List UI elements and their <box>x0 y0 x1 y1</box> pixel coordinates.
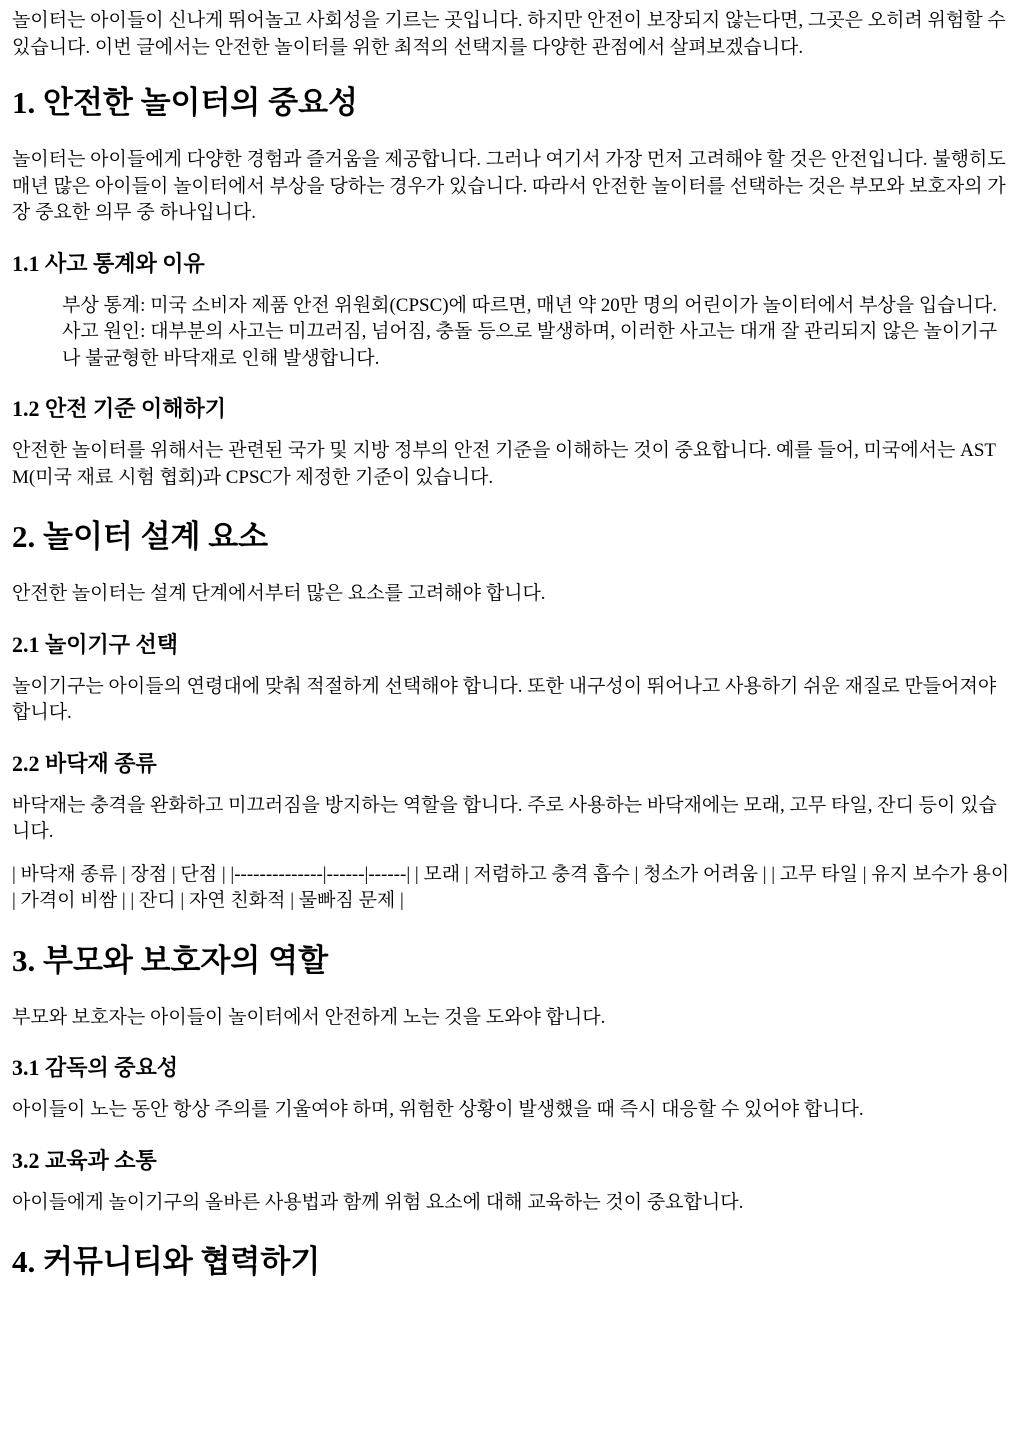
subsection-3-2-body: 아이들에게 놀이기구의 올바른 사용법과 함께 위험 요소에 대해 교육하는 것이 중요합니다. <box>12 1191 744 1213</box>
section-heading-4: 4. 커뮤니티와 협력하기 <box>12 1244 321 1279</box>
section-heading-1: 1. 안전한 놀이터의 중요성 <box>12 85 358 120</box>
section-1-body: 놀이터는 아이들에게 다양한 경험과 즐거움을 제공합니다. 그러나 여기서 가장 먼저 고려해야 할 것은 안전입니다. 불행히도 매년 많은 아이들이 놀이터에서 부상을 당하는 경우가 있습니다. 따라서 안전한 놀이터를 선택하는 것은 부모와 보호자의 가장 중요한 의무 중 하나입니다. <box>12 149 1006 223</box>
subsection-heading-1-1: 1.1 사고 통계와 이유 <box>12 250 205 276</box>
subsection-1-2-body: 안전한 놀이터를 위해서는 관련된 국가 및 지방 정부의 안전 기준을 이해하는 것이 중요합니다. 예를 들어, 미국에서는 ASTM(미국 재료 시험 협회)과 CPSC가 제정한 기준이 있습니다. <box>12 440 997 488</box>
subsection-heading-2-1: 2.1 놀이기구 선택 <box>12 631 179 657</box>
subsection-heading-1-2: 1.2 안전 기준 이해하기 <box>12 396 227 421</box>
flooring-table-raw-text: | 바닥재 종류 | 장점 | 단점 | |--------------|------|------| | 모래 | 저렴하고 충격 흡수 | 청소가 어려움 | | 고무 타일 | 유지 보수가 용이 | 가격이 비쌈 | | 잔디 | 자연 친화적 | 물빠짐 문제 | <box>12 863 1010 911</box>
subsection-heading-2-2: 2.2 바닥재 종류 <box>12 750 157 776</box>
subsection-heading-3-2: 3.2 교육과 소통 <box>12 1147 157 1173</box>
accident-stats-quote: 부상 통계: 미국 소비자 제품 안전 위원회(CPSC)에 따르면, 매년 약 20만 명의 어린이가 놀이터에서 부상을 입습니다. 사고 원인: 대부분의 사고는 미끄러짐, 넘어짐, 충돌 등으로 발생하며, 이러한 사고는 대개 잘 관리되지 않은 놀이기구나 불균형한 바닥재로 인해 발생합니다. <box>62 294 998 369</box>
subsection-2-2-body: 바닥재는 충격을 완화하고 미끄러짐을 방지하는 역할을 합니다. 주로 사용하는 바닥재에는 모래, 고무 타일, 잔디 등이 있습니다. <box>12 794 997 842</box>
section-3-body: 부모와 보호자는 아이들이 놀이터에서 안전하게 노는 것을 도와야 합니다. <box>12 1006 606 1028</box>
section-heading-3: 3. 부모와 보호자의 역할 <box>12 942 329 978</box>
subsection-heading-3-1: 3.1 감독의 중요성 <box>12 1055 179 1080</box>
intro-paragraph: 놀이터는 아이들이 신나게 뛰어놀고 사회성을 기르는 곳입니다. 하지만 안전이 보장되지 않는다면, 그곳은 오히려 위험할 수 있습니다. 이번 글에서는 안전한 놀이터를 위한 최적의 선택지를 다양한 관점에서 살펴보겠습니다. <box>12 10 1006 58</box>
subsection-2-1-body: 놀이기구는 아이들의 연령대에 맞춰 적절하게 선택해야 합니다. 또한 내구성이 뛰어나고 사용하기 쉬운 재질로 만들어져야 합니다. <box>12 675 997 723</box>
subsection-3-1-body: 아이들이 노는 동안 항상 주의를 기울여야 하며, 위험한 상황이 발생했을 때 즉시 대응할 수 있어야 합니다. <box>12 1099 864 1120</box>
section-2-body: 안전한 놀이터는 설계 단계에서부터 많은 요소를 고려해야 합니다. <box>12 583 546 604</box>
section-heading-2: 2. 놀이터 설계 요소 <box>12 519 269 554</box>
